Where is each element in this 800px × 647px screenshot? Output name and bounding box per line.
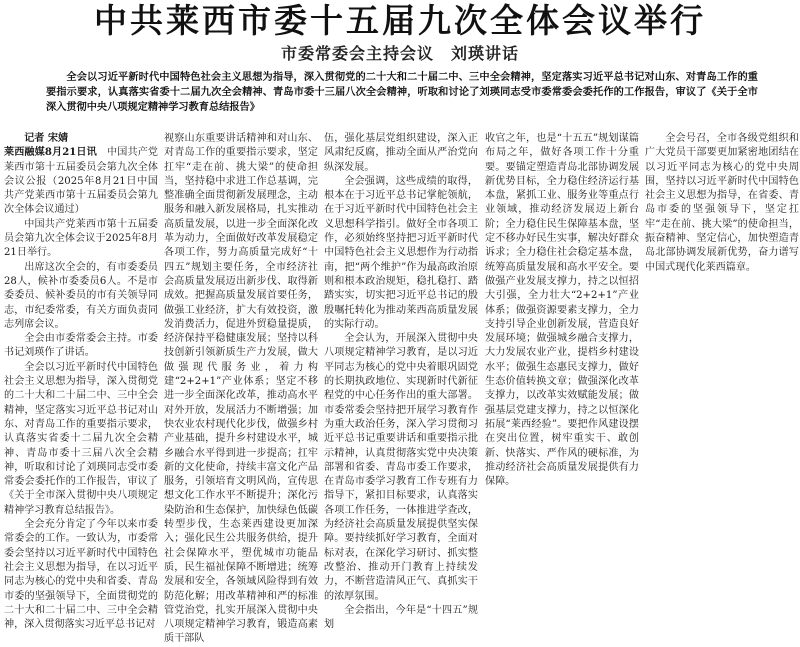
lead-paragraph: 全会以习近平新时代中国特色社会主义思想为指导，深入贯彻党的二十大和二十届二中、三中全会精神，坚定落实习近平总书记对山东、对青岛工作的重要指示要求，认真落实省委十二届九次全会精神、青岛市委十三届八次全会精神，听取和讨论了刘瑛同志受市委常委会委托作的工作报告，审议了《关于全市深入贯彻中央八项规定精神学习教育总结报告》 <box>46 72 758 114</box>
paragraph: 全会号召，全市各级党组织和广大党员干部要更加紧密地团结在以习近平同志为核心的党中央周围，坚持以习近平新时代中国特色社会主义思想为指导，在省委、青岛市委的坚强领导下，坚定扛牢“走在前、挑大梁”的使命担当，振奋精神、坚定信心，加快塑造青岛北部协调发展新优势，奋力谱写中国式现代化莱西篇章。 <box>645 133 799 273</box>
column-5 <box>645 132 799 562</box>
byline: 记者 宋婧 <box>24 133 69 144</box>
paragraph: 全会指出，今年是“十四五”规划 <box>324 604 478 631</box>
paragraph: 出席这次全会的，有市委委员28人，候补市委委员6人。不是市委委员、候补委员的市有关领导同志，市纪委常委，有关方面负责同志列席会议。 <box>4 261 158 330</box>
paragraph: 全会由市委常委会主持。市委书记刘瑛作了讲话。 <box>4 333 158 359</box>
column-2 <box>164 132 318 645</box>
paragraph: 视察山东重要讲话精神和对山东、对青岛工作的重要指示要求，坚定扛牢“走在前、挑大梁”的使命担当，坚持稳中求进工作总基调，完整准确全面贯彻新发展理念，主动服务和融入新发展格局，扎实推动高质量发展，以进一步全面深化改革为动力，全面做好改革发展稳定各项工作，努力高质量完成好“十四五”规划主要任务，全市经济社会高质量发展迈出新步伐、取得新成效。把握高质量发展首要任务，做强工业经济，扩大有效投资，激发消费活力，促进外贸稳量提质，经济保持平稳健康发展；坚持以科技创新引领新质生产力发展，做大做强现代服务业，着力构建“2+2+1”产业体系；坚定不移进一步全面深化改革，推动高水平对外开放，发展活力不断增强；加快农业农村现代化步伐，做强乡村产业基础，提升乡村建设水平，城乡融合水平得到进一步提高；扛牢新的文化使命，持续丰富文化产品服务，引领培育文明风尚，宣传思想文化工作水平不断提升；深化污染防治和生态保护，加快绿色低碳转型步伐，生态莱西建设更加深入；强化民生公共服务供给，提升社会保障水平，塑优城市功能品质，民生福祉保障不断增进；统筹发展和安全，各领域风险得到有效防范化解；用改革精神和严的标准管党治党，扎实开展深入贯彻中央八项规定精神学习教育，锻造高素质干部队 <box>164 133 318 645</box>
paragraph: 中国共产党莱西市第十五届委员会第九次全体会议于2025年8月21日举行。 <box>4 218 158 259</box>
paragraph: 全会强调，这些成绩的取得，根本在于习近平总书记掌舵领航，在于习近平新时代中国特色社会主义思想科学指引。做好全市各项工作，必须始终坚持把习近平新时代中国特色社会主义思想作为行动指南，把“两个维护”作为最高政治原则和根本政治规矩，稳扎稳打、踏踏实实，切实把习近平总书记的殷殷嘱托转化为推动莱西高质量发展的实际行动。 <box>324 175 478 330</box>
paragraph: 全会认为，开展深入贯彻中央八项规定精神学习教育，是以习近平同志为核心的党中央着眼巩固党的长期执政地位、实现新时代新征程党的中心任务作出的重大部署。市委常委会坚持把开展学习教育作为重大政治任务，深入学习贯彻习近平总书记重要讲话和重要指示批示精神，认真贯彻落实党中央决策部署和省委、青岛市委工作要求，在青岛市委学习教育工作专班有力指导下，紧扣目标要求，认真落实各项工作任务，一体推进学查改，为经济社会高质量发展提供坚实保障。要持续抓好学习教育，全面对标对表，在深化学习研讨、抓实整改整治、推动开门教育上持续发力，不断营造清风正气、真抓实干的浓厚氛围。 <box>324 333 478 602</box>
paragraph: 全会以习近平新时代中国特色社会主义思想为指导，深入贯彻党的二十大和二十届二中、三中全会精神，坚定落实习近平总书记对山东、对青岛工作的重要指示要求，认真落实省委十二届九次全会精神、青岛市委十三届八次全会精神，听取和讨论了刘瑛同志受市委常委会委托作的工作报告，审议了《关于全市深入贯彻中央八项规定精神学习教育总结报告》。 <box>4 361 158 516</box>
dateline: 莱西融媒8月21日讯 <box>4 147 97 159</box>
paragraph: 收官之年，也是“十五五”规划谋篇布局之年，做好各项工作十分重要。要锚定塑造青岛北部协调发展新优势目标，全力稳住经济运行基本盘，紧抓工业、服务业等重点行业领域，推动经济发展迈上新台阶；全力稳住民生保障基本盘，坚定不移办好民生实事，解决好群众诉求；全力稳住社会稳定基本盘，统筹高质量发展和高水平安全。要做强产业发展支撑力，持之以恒招大引强，全力壮大“2+2+1”产业体系；做强资源要素支撑力，全力支持引导企业创新发展，营造良好发展环境；做强城乡融合支撑力，大力发展农业产业，提档乡村建设水平；做强生态惠民支撑力，做好生态价值转换文章；做强深化改革支撑力，以改革实效赋能发展；做强基层党建支撑力，持之以恒深化拓展“莱西经验”。要把作风建设摆在突出位置，树牢重实干、敢创新、快落实、严作风的硬标准，为推动经济社会高质量发展提供有力保障。 <box>485 133 639 488</box>
headline: 中共莱西市委十五届九次全体会议举行 <box>94 1 706 40</box>
column-1 <box>4 132 159 631</box>
paragraph <box>4 146 158 217</box>
paragraph: 伍，强化基层党组织建设，深入正风肃纪反腐，推动全面从严治党向纵深发展。 <box>324 133 478 173</box>
column-3 <box>324 132 478 631</box>
article-body <box>4 132 799 645</box>
subheadline: 市委常委会主持会议 刘瑛讲话 <box>280 44 519 63</box>
paragraph: 全会充分肯定了今年以来市委常委会的工作。一致认为，市委常委会坚持以习近平新时代中国特色社会主义思想为指导，在以习近平同志为核心的党中央和省委、青岛市委的坚强领导下，全面贯彻党的二十大和二十届二中、三中全会精神，深入贯彻落实习近平总书记对 <box>4 519 158 631</box>
paragraph-text: 中国共产党莱西市第十五届委员会第九次全体会议公报（2025年8月21日中国共产党莱西市第十五届委员会第九次全体会议通过） <box>4 147 159 216</box>
column-4 <box>485 132 639 562</box>
